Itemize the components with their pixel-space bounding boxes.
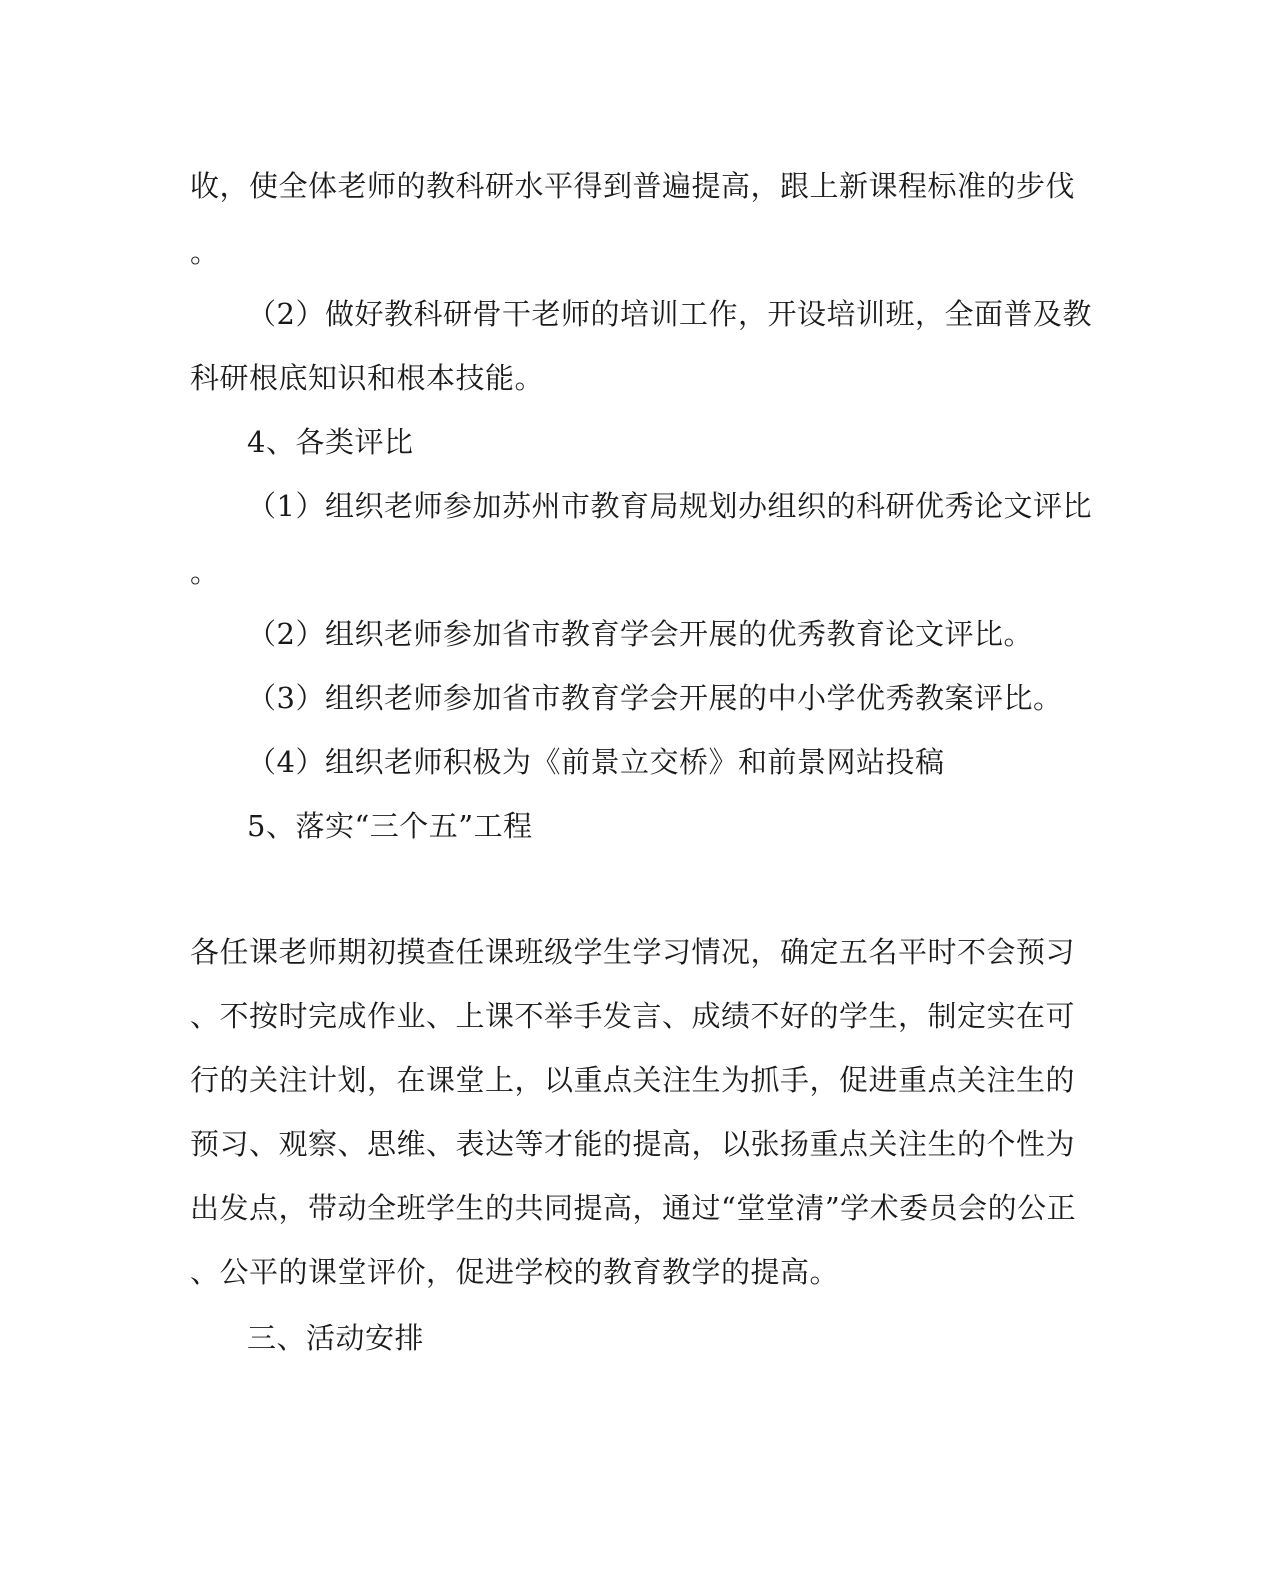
paragraph-line: 各任课老师期初摸查任课班级学生学习情况，确定五名平时不会预习 [190,935,1076,969]
list-item-line: （1）组织老师参加苏州市教育局规划办组织的科研优秀论文评比 [247,489,1092,523]
paragraph-line: 、公平的课堂评价，促进学校的教育教学的提高。 [190,1255,840,1289]
paragraph-line: 。 [190,555,220,589]
list-item-line: （2）组织老师参加省市教育学会开展的优秀教育论文评比。 [247,617,1033,651]
paragraph-line: 出发点，带动全班学生的共同提高，通过“堂堂清”学术委员会的公正 [190,1191,1077,1225]
paragraph-line: 。 [190,235,220,269]
list-item-line: （3）组织老师参加省市教育学会开展的中小学优秀教案评比。 [247,681,1063,715]
paragraph-line: 收，使全体老师的教科研水平得到普遍提高，跟上新课程标准的步伐 [190,169,1076,203]
list-item-line: （2）做好教科研骨干老师的培训工作，开设培训班，全面普及教 [247,297,1092,331]
paragraph-line: 行的关注计划，在课堂上，以重点关注生为抓手，促进重点关注生的 [190,1063,1076,1097]
paragraph-line: 预习、观察、思维、表达等才能的提高，以张扬重点关注生的个性为 [190,1127,1076,1161]
section-heading: 三、活动安排 [247,1321,425,1355]
section-heading: 4、各类评比 [247,425,414,459]
paragraph-line: 科研根底知识和根本技能。 [190,361,545,395]
list-item-line: （4）组织老师积极为《前景立交桥》和前景网站投稿 [247,745,945,779]
paragraph-line: 、不按时完成作业、上课不举手发言、成绩不好的学生，制定实在可 [190,999,1076,1033]
section-heading: 5、落实“三个五”工程 [247,809,533,843]
